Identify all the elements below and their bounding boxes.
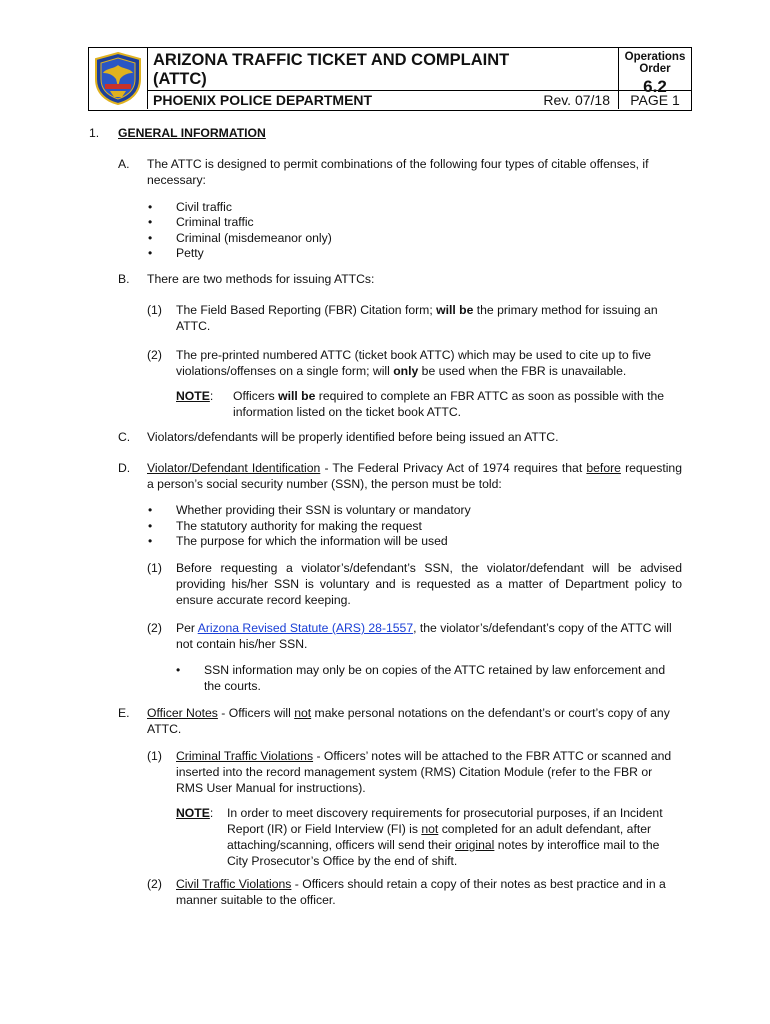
note-colon: :: [209, 389, 214, 403]
ars-link[interactable]: Arizona Revised Statute (ARS) 28-1557: [197, 621, 414, 635]
item-d-pre: - The Federal Privacy Act of 1974 requires that: [320, 461, 587, 475]
item-b1-text: [176, 302, 682, 334]
item-b-letter: B.: [118, 272, 130, 286]
item-e-pre: - Officers will: [217, 706, 295, 720]
note-label: [176, 388, 213, 404]
list-item: Criminal (misdemeanor only): [176, 231, 332, 245]
document-title: [153, 51, 509, 89]
list-item: The purpose for which the information will be used: [176, 534, 448, 548]
bullet-dot: •: [148, 200, 153, 214]
logo-cell: [89, 48, 148, 109]
ops-order-cell: [619, 48, 691, 96]
note2-post: notes by interoffice mail to the City Prosecutor’s Office by the end of shift.: [227, 838, 660, 868]
item-b1-pre: The Field Based Reporting (FBR) Citation form;: [176, 303, 437, 317]
section-number: 1.: [89, 126, 100, 140]
bullet-dot: •: [148, 231, 153, 245]
title-line-2: (ATTC): [153, 70, 207, 88]
bullet-dot: •: [148, 519, 153, 533]
bullet-dot: •: [176, 663, 181, 677]
revision-date: Rev. 07/18: [543, 92, 610, 108]
item-b2-pre: The pre-printed numbered ATTC (ticket book ATTC) which may be used to cite up to five violations/offenses on a single form; will: [176, 348, 652, 378]
item-d1-text: Before requesting a violator’s/defendant’s SSN, the violator/defendant will be advised providing his/her SSN is voluntary and is requested as a matter of Department policy to ensure accurate record keeping.: [176, 561, 682, 607]
list-item: The statutory authority for making the request: [176, 519, 422, 533]
item-d-heading: Violator/Defendant Identification: [147, 461, 321, 475]
note2-mid: completed for an adult defendant, after attaching/scanning, officers will send their: [227, 822, 652, 852]
list-item: Petty: [176, 246, 204, 260]
item-c-text: Violators/defendants will be properly identified before being issued an ATTC.: [147, 430, 559, 444]
item-a-letter: A.: [118, 157, 130, 171]
item-d2-bullet: SSN information may only be on copies of the ATTC retained by law enforcement and the courts.: [204, 663, 666, 693]
note2-underline-1: not: [421, 822, 439, 836]
page-number: PAGE 1: [630, 92, 680, 108]
department-name: PHOENIX POLICE DEPARTMENT: [153, 92, 373, 108]
item-d-underline: before: [586, 461, 621, 475]
item-a-text: The ATTC is designed to permit combinations of the following four types of citable offenses, if necessary:: [147, 157, 649, 187]
item-b2-bold: only: [393, 364, 419, 378]
item-d-post: requesting a person’s social security number (SSN), the person must be told:: [147, 461, 682, 491]
item-d2-post: , the violator’s/defendant’s copy of the ATTC will not contain his/her SSN.: [176, 621, 672, 651]
item-e-letter: E.: [118, 706, 130, 720]
item-d1-number: (1): [147, 561, 162, 575]
title-line-1: ARIZONA TRAFFIC TICKET AND COMPLAINT: [153, 51, 510, 69]
item-e2-number: (2): [147, 877, 162, 891]
item-b1-bold: will be: [436, 303, 474, 317]
item-b2-number: (2): [147, 348, 162, 362]
item-d2-number: (2): [147, 621, 162, 635]
item-b2-text: [176, 347, 682, 379]
department-cell: [147, 91, 619, 109]
note-bold: will be: [278, 389, 316, 403]
item-e1-text: [176, 748, 682, 796]
item-b1-number: (1): [147, 303, 162, 317]
item-b-text: There are two methods for issuing ATTCs:: [147, 272, 375, 286]
item-e2-body: - Officers should retain a copy of their notes as best practice and in a manner suitable to the officer.: [176, 877, 666, 907]
ops-order-label: Operations Order: [624, 51, 686, 75]
phoenix-police-seal-icon: [92, 51, 144, 106]
item-b2-post: be used when the FBR is unavailable.: [418, 364, 627, 378]
bullet-dot: •: [148, 534, 153, 548]
item-e-text: [147, 705, 682, 737]
title-cell: [147, 48, 619, 91]
item-e2-text: [176, 876, 682, 908]
note-pre: Officers: [233, 389, 279, 403]
document-header: [88, 47, 692, 111]
list-item: Criminal traffic: [176, 215, 254, 229]
item-e-heading: Officer Notes: [147, 706, 218, 720]
item-e-post: make personal notations on the defendant’s or court’s copy of any ATTC.: [147, 706, 670, 736]
note-label-2: [176, 805, 213, 821]
bullet-dot: •: [148, 246, 153, 260]
item-d2-pre: Per: [176, 621, 198, 635]
item-e1-heading: Criminal Traffic Violations: [176, 749, 314, 763]
note-label-text-2: NOTE: [176, 806, 210, 820]
note2-pre: In order to meet discovery requirements for prosecutorial purposes, if an Incident Report (IR) or Field Interview (FI) is: [227, 806, 663, 836]
note-post: required to complete an FBR ATTC as soon as possible with the information listed on the ticket book ATTC.: [233, 389, 665, 419]
bullet-dot: •: [148, 503, 153, 517]
note-label-text: NOTE: [176, 389, 210, 403]
note-text: [233, 388, 682, 420]
item-e1-body: - Officers’ notes will be attached to the FBR ATTC or scanned and inserted into the record management system (RMS) Citation Module (refer to the FBR or RMS User Manual for instructions).: [176, 749, 672, 795]
list-item: Whether providing their SSN is voluntary or mandatory: [176, 503, 471, 517]
note2-underline-2: original: [455, 838, 495, 852]
note-text-2: [227, 805, 682, 869]
item-c-letter: C.: [118, 430, 131, 444]
item-d-letter: D.: [118, 461, 131, 475]
ops-order-number: 6.2: [643, 77, 667, 96]
item-d2-text: [176, 620, 682, 652]
item-b1-post: the primary method for issuing an ATTC.: [176, 303, 658, 333]
item-e1-number: (1): [147, 749, 162, 763]
item-e2-heading: Civil Traffic Violations: [176, 877, 292, 891]
section-title: GENERAL INFORMATION: [118, 126, 266, 140]
item-d-text: [147, 460, 682, 492]
list-item: Civil traffic: [176, 200, 232, 214]
bullet-dot: •: [148, 215, 153, 229]
note-colon-2: :: [209, 806, 214, 820]
item-e-underline: not: [294, 706, 312, 720]
